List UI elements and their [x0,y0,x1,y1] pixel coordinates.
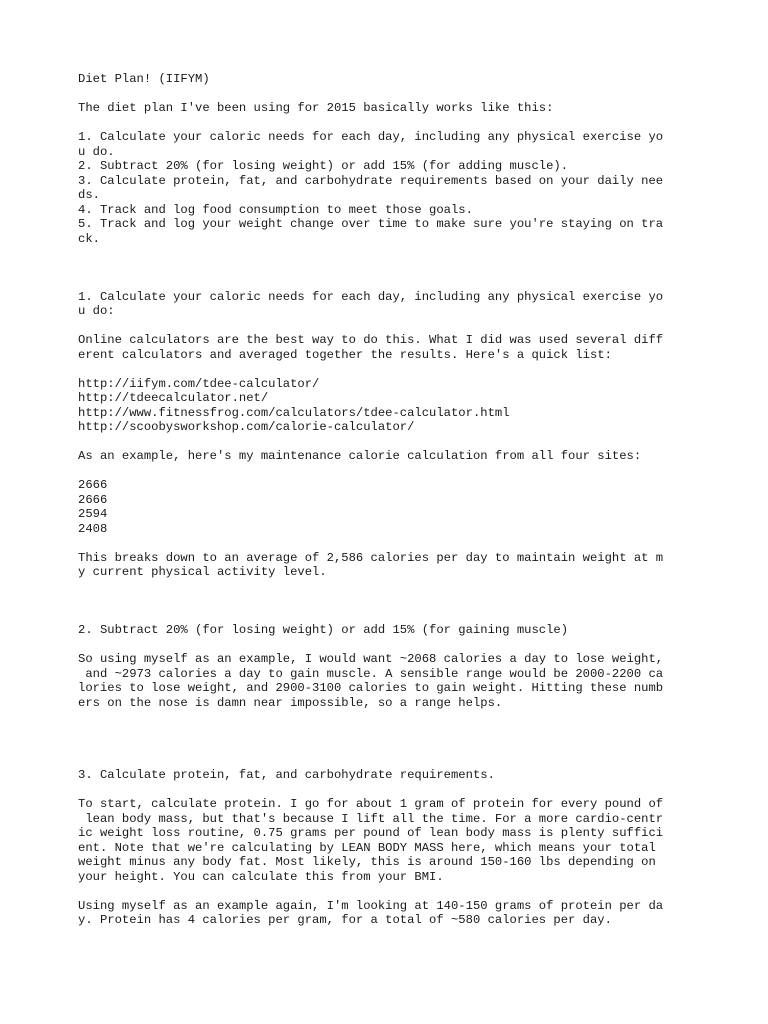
section-1-heading-line-2: u do: [78,304,115,318]
section-3-para-line-6: your height. You can calculate this from your BMI. [78,869,444,884]
step-1-line-1: 1. Calculate your caloric needs for each day, including any physical exercise yo [78,130,664,144]
section-3-para2-line-1: Using myself as an example again, I'm looking at 140-150 grams of protein per da [78,898,664,913]
section-1-summary-line-1: This breaks down to an average of 2,586 calories per day to maintain weight at m [78,550,664,565]
section-2 [78,623,718,710]
section-3-para-line-4: ent. Note that we're calculating by LEAN BODY MASS here, which means your total [78,840,656,855]
intro-text: The diet plan I've been using for 2015 basically works like this: [78,101,554,115]
section-1 [78,290,718,580]
section-2-para-line-3: lories to lose weight, and 2900-3100 calories to gain weight. Hitting these numb [78,681,664,695]
calorie-value-1: 2666 [78,478,108,492]
section-2-para-line-2: and ~2973 calories a day to gain muscle. A sensible range would be 2000-2200 ca [78,666,664,681]
step-3-line-2: ds. [78,188,100,202]
steps-list [78,130,718,246]
section-2-para-line-1: So using myself as an example, I would want ~2068 calories a day to lose weight, [78,652,664,666]
document-text [78,72,718,928]
calorie-value-3: 2594 [78,507,108,521]
step-5-line-1: 5. Track and log your weight change over time to make sure you're staying on tra [78,217,664,231]
section-2-heading: 2. Subtract 20% (for losing weight) or add 15% (for gaining muscle) [78,623,569,637]
section-1-heading-line-1: 1. Calculate your caloric needs for each day, including any physical exercise yo [78,289,664,304]
section-2-para-line-4: ers on the nose is damn near impossible, so a range helps. [78,695,503,710]
section-1-example: As an example, here's my maintenance calorie calculation from all four sites: [78,449,642,463]
calculator-link-1[interactable]: http://iifym.com/tdee-calculator/ [78,376,320,391]
section-1-summary-line-2: y current physical activity level. [78,565,327,579]
section-3-para-line-1: To start, calculate protein. I go for about 1 gram of protein for every pound of [78,797,664,811]
section-1-para-line-1: Online calculators are the best way to do this. What I did was used several diff [78,333,664,347]
calorie-value-2: 2666 [78,492,108,507]
step-1-line-2: u do. [78,144,115,159]
step-3-line-1: 3. Calculate protein, fat, and carbohydrate requirements based on your daily nee [78,173,664,188]
document-title: Diet Plan! (IIFYM) [78,72,210,86]
section-3-heading: 3. Calculate protein, fat, and carbohydrate requirements. [78,768,495,782]
step-4-line-1: 4. Track and log food consumption to meet those goals. [78,202,473,217]
calorie-value-4: 2408 [78,521,108,536]
calculator-link-2[interactable]: http://tdeecalculator.net/ [78,391,269,405]
section-1-para-line-2: erent calculators and averaged together the results. Here's a quick list: [78,347,612,362]
step-5-line-2: ck. [78,231,100,246]
section-3-para-line-3: ic weight loss routine, 0.75 grams per pound of lean body mass is plenty suffici [78,826,664,840]
section-3-para-line-5: weight minus any body fat. Most likely, this is around 150-160 lbs depending on [78,855,656,869]
section-3-para2-line-2: y. Protein has 4 calories per gram, for a total of ~580 calories per day. [78,913,612,927]
section-3 [78,768,718,928]
calculator-link-3[interactable]: http://www.fitnessfrog.com/calculators/tdee-calculator.html [78,405,510,420]
step-2-line-1: 2. Subtract 20% (for losing weight) or add 15% (for adding muscle). [78,159,569,173]
calculator-link-4[interactable]: http://scoobysworkshop.com/calorie-calculator/ [78,420,415,434]
section-3-para-line-2: lean body mass, but that's because I lift all the time. For a more cardio-centr [78,811,664,826]
